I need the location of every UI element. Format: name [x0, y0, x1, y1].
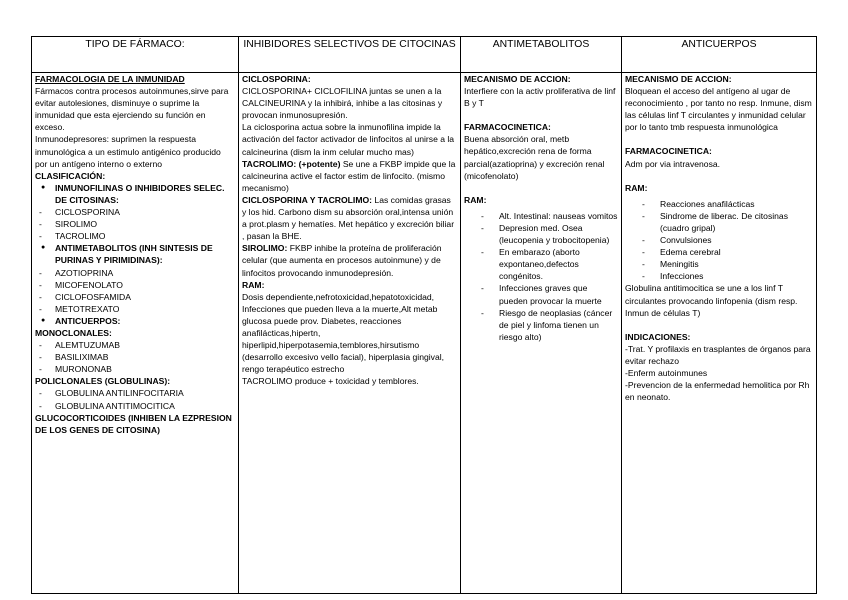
list-item: - TACROLIMO: [35, 230, 235, 242]
policlonales-list: [35, 387, 235, 411]
content-row: [32, 73, 817, 594]
ram-text: Dosis dependiente,nefrotoxicidad,hepatotoxicidad, Infecciones que pueden lleva a la muerte,Alt metab glucosa puede prov. Diabetes, reacciones anafilácticas,hipertn, hiperlipid,hiperpotasemia,temblores,hirsutismo (desarrollo excesivo vello facial), hiperplasia gingival, rengo terapéutico estrecho: [242, 291, 445, 375]
list-item: - SIROLIMO: [35, 218, 235, 230]
mecanismo-title: MECANISMO DE ACCION:: [625, 74, 732, 84]
cell-anticuerpos: [622, 73, 817, 594]
list-item: - ALEMTUZUMAB: [35, 339, 235, 351]
group-list: [35, 182, 235, 206]
section-title: FARMACOLOGIA DE LA INMUNIDAD: [35, 74, 185, 84]
list-item: - Riesgo de neoplasias (cáncer de piel y linfoma tienen un riesgo alto): [464, 307, 618, 343]
indicaciones-title: INDICACIONES:: [625, 331, 691, 342]
monoclonales-title: MONOCLONALES:: [35, 327, 112, 338]
ram-title: RAM:: [625, 182, 648, 193]
ciclosporina-text-2: La ciclosporina actua sobre la inmunofilina impide la activación del factor activador de linfocitos al unirse a la calcineurina (dism la inm celular mucho mas): [242, 122, 455, 157]
group-inmunofilinas: ● INMUNOFILINAS O INHIBIDORES SELEC. DE CITOSINAS:: [41, 182, 235, 206]
spacer: [625, 319, 813, 331]
farmacocinetica-text: Buena absorción oral, metb hepático,excreción rena de forma parcial(azatioprina) y excreción renal (micofenolato): [464, 134, 605, 181]
mecanismo-text: Bloquean el acceso del antígeno al ugar de reconocimiento , por tanto no resp. Inmune, dism las células linf T circulantes y inmunidad celular por lo tanto tmb respuesta inmunológica: [625, 86, 812, 133]
ciclosporina-title: CICLOSPORINA:: [242, 74, 311, 84]
list-item: - Edema cerebral: [625, 246, 813, 258]
ciclosporina-text-1: CICLOSPORINA+ CICLOFILINA juntas se unen a la CALCINEURINA y la inhibirá, inhibe a las citosinas y provocan inmunosupresión.: [242, 86, 443, 121]
list-item: - Alt. Intestinal: nauseas vomitos: [464, 210, 618, 222]
policlonales-title: POLICLONALES (GLOBULINAS):: [35, 376, 171, 387]
spacer: [464, 109, 618, 121]
header-antimetabolitos: ANTIMETABOLITOS: [461, 37, 622, 73]
ram-title: RAM:: [464, 194, 487, 205]
indicacion-item: -Trat. Y profilaxis en trasplantes de órganos para evitar rechazo: [625, 343, 811, 366]
cell-antimetabolitos: [461, 73, 622, 594]
list-item: - Infecciones graves que pueden provocar la muerte: [464, 282, 618, 306]
list-item: - Meningitis: [625, 258, 813, 270]
group-list: [35, 315, 235, 327]
tacrolimo-text: Se une a FKBP impide que la calcineurina active el factor estim de linfocito. (mismo mecanismo): [242, 158, 456, 193]
list-item: - AZOTIOPRINA: [35, 267, 235, 279]
sirolimo-label: SIROLIMO:: [242, 243, 288, 254]
sirolimo-text: FKBP inhibe la proteína de proliferación celular (que aumenta en procesos autoinmune) y de linfocitos provocando inmunodepresión.: [242, 243, 442, 278]
cell-inhibidores: [239, 73, 461, 594]
globulina-text: Globulina antitimocitica se une a los linf T circulantes provocando linfopenia (dism resp. Inmun de células T): [625, 283, 798, 318]
farmacocinetica-title: FARMACOCINETICA:: [625, 146, 712, 157]
farmacocinetica-title: FARMACOCINETICA:: [464, 122, 551, 133]
header-anticuerpos: ANTICUERPOS: [622, 37, 817, 73]
list-item: - BASILIXIMAB: [35, 351, 235, 363]
farmacocinetica-text: Adm por via intravenosa.: [625, 158, 721, 169]
ram-title: RAM:: [242, 279, 265, 290]
list-item: - Depresion med. Osea (leucopenia y trobocitopenia): [464, 222, 618, 246]
header-row: [32, 37, 817, 73]
list-item: - CICLOSPORINA: [35, 206, 235, 218]
list-item: - MURONONAB: [35, 363, 235, 375]
group-list: [35, 242, 235, 266]
list-item: - Convulsiones: [625, 234, 813, 246]
list-item: - CICLOFOSFAMIDA: [35, 291, 235, 303]
list-item: - Infecciones: [625, 270, 813, 282]
mecanismo-title: MECANISMO DE ACCION:: [464, 74, 571, 84]
inmunofilinas-list: [35, 206, 235, 242]
ciclo-tacro-paragraph: [242, 194, 457, 242]
ciclo-tacro-text: Las comidas grasas y los hid. Carbono dism su absorción oral,intensa unión a prot.plasm y hematíes. Met hepático y excreción biliar , pasan la BHE.: [242, 194, 455, 242]
spacer: [625, 133, 813, 145]
tacrolimo-potency: (+potente): [298, 158, 341, 169]
intro-text: Fármacos contra procesos autoinmunes,sirve para evitar autolesiones, disminuye o suprime la inmunidad que esta ejerciendo su función en exceso.: [35, 86, 229, 133]
glucocorticoides-title: GLUCOCORTICOIDES (INHIBEN LA EZPRESION DE LOS GENES DE CITOSINA): [35, 412, 232, 435]
list-item: - MICOFENOLATO: [35, 279, 235, 291]
ciclo-tacro-label: CICLOSPORINA Y TACROLIMO:: [242, 194, 373, 205]
mecanismo-text: Interfiere con la activ proliferativa de linf B y T: [464, 86, 616, 109]
tacrolimo-paragraph: [242, 158, 457, 194]
header-tipo-farmaco: TIPO DE FÁRMACO:: [32, 37, 239, 73]
list-item: - GLOBULINA ANTITIMOCITICA: [35, 400, 235, 412]
sirolimo-paragraph: [242, 242, 457, 278]
group-anticuerpos: ● ANTICUERPOS:: [41, 315, 235, 327]
list-item: - Sindrome de liberac. De citosinas (cuadro gripal): [625, 210, 813, 234]
monoclonales-list: [35, 339, 235, 375]
header-inhibidores: INHIBIDORES SELECTIVOS DE CITOCINAS: [239, 37, 461, 73]
inmunodepresores-text: Inmunodepresores: suprimen la respuesta inmunológica a un estimulo antigénico producido por un antígeno interno o externo: [35, 134, 221, 169]
cell-tipo-farmaco: [32, 73, 239, 594]
list-item: - Reacciones anafilácticas: [625, 198, 813, 210]
spacer: [625, 170, 813, 182]
spacer: [464, 182, 618, 194]
indicacion-item: -Enferm autoinmunes: [625, 367, 708, 378]
indicacion-item: -Prevencion de la enfermedad hemolitica por Rh en neonato.: [625, 380, 810, 403]
pharmacology-table: [31, 36, 817, 594]
list-item: - En embarazo (aborto expontaneo,defectos congénitos.: [464, 246, 618, 282]
list-item: - GLOBULINA ANTILINFOCITARIA: [35, 387, 235, 399]
tacrolimo-label: TACROLIMO:: [242, 158, 297, 169]
ram-list: [464, 210, 618, 343]
ram-text-2: TACROLIMO produce + toxicidad y temblores.: [242, 376, 419, 387]
antimetabolitos-list: [35, 267, 235, 315]
clasificacion-title: CLASIFICACIÓN:: [35, 170, 106, 181]
list-item: - METOTREXATO: [35, 303, 235, 315]
ram-list: [625, 198, 813, 283]
group-antimetabolitos: ● ANTIMETABOLITOS (INH SINTESIS DE PURINAS Y PIRIMIDINAS):: [41, 242, 235, 266]
